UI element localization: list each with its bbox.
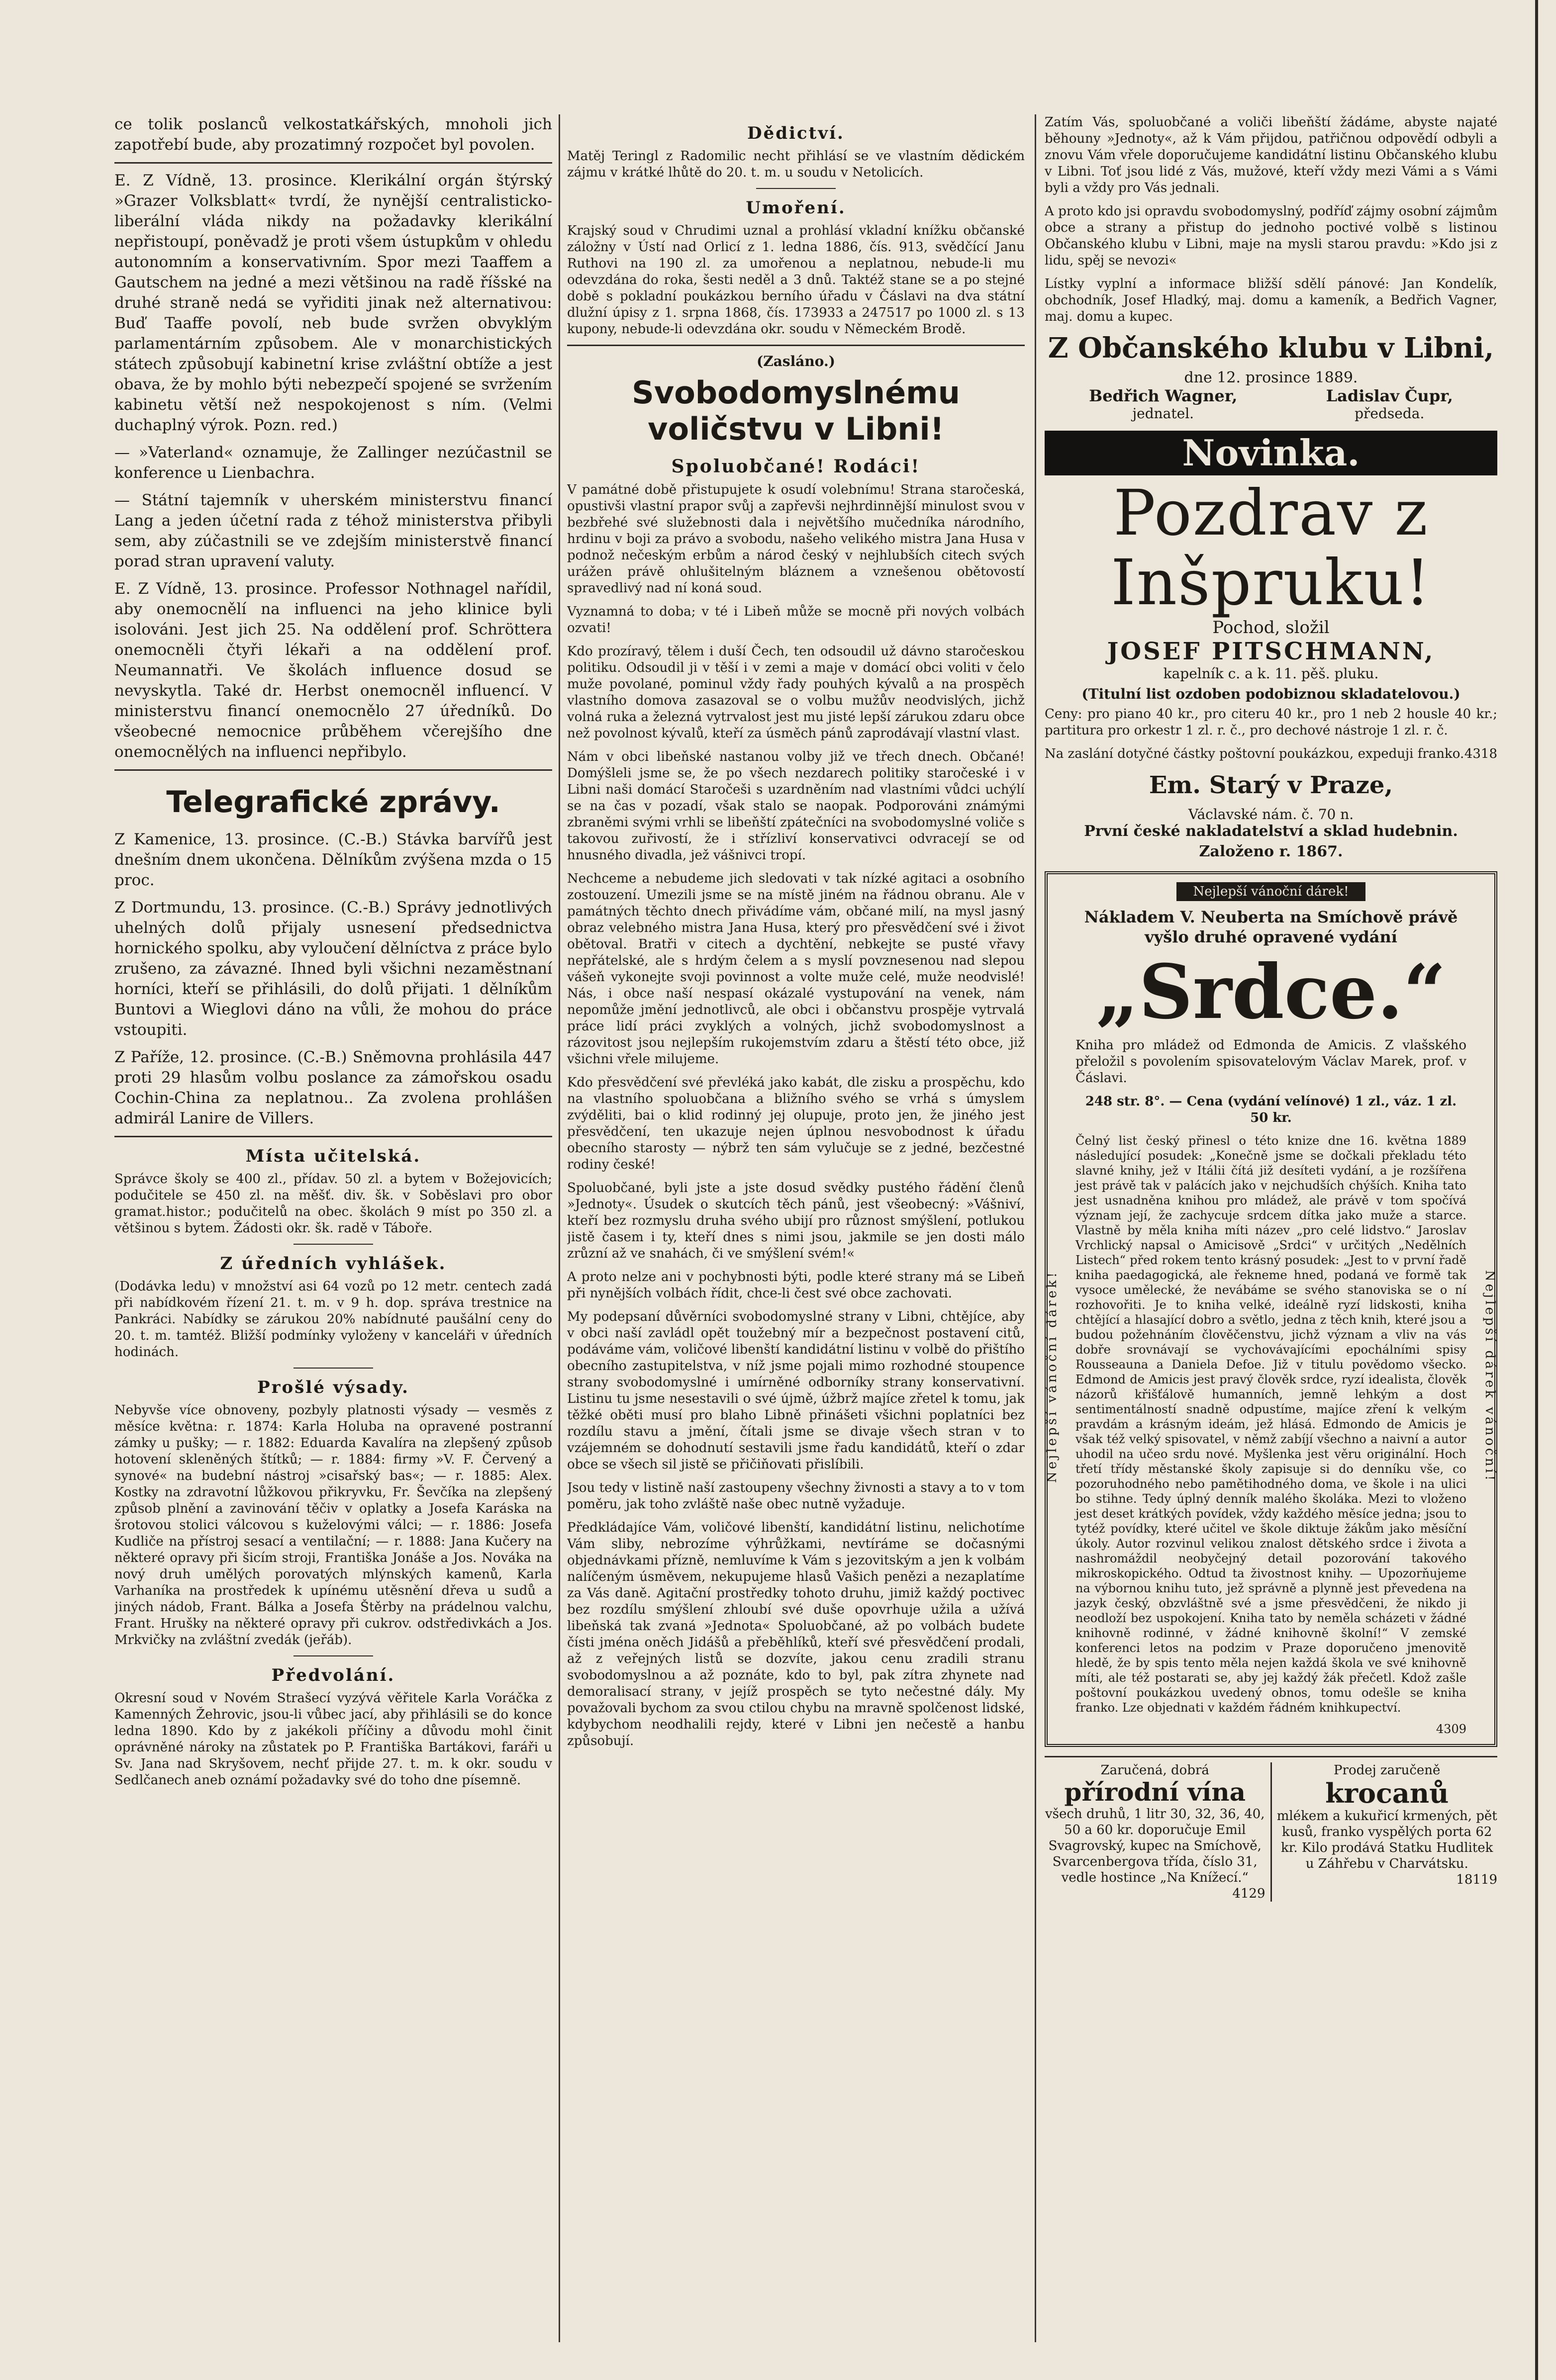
news-item: Z Paříže, 12. prosince. (C.-B.) Sněmovna prohlásila 447 proti 29 hlasům volbu poslance za zámořskou osadu Cochin-China za neplatnou.. Za zvolena prohlášen admirál Lanire de Villers.: [114, 1048, 552, 1127]
notice-text: Okresní soud v Novém Strašecí vyzývá věřitele Karla Voráčka z Kamenných Žehrovic, jsou-li vůbec jací, aby přihlásili se do konce ledna 1890. Kdo by z jakékoli příčiny a důvodu mohl činit oprávněné nároky na zůstatek po P. Františka Bartákovi, faráři u Sv. Jana nad Skryšovem, nechť přijde 27. t. m. k okr. soudu v Sedlčanech aneb oznámí požadavky své do toho dne písemně.: [114, 1691, 552, 1788]
publisher-address: Václavské nám. č. 70 n.: [1188, 806, 1354, 823]
column-rule: [1035, 114, 1036, 2342]
notice-text: (Dodávka ledu) v množství asi 64 vozů po 12 metr. centech zadá při nabídkovém řízení 21. t. m. v 9 h. dop. správa trestnice na Pankráci. Nabídky se zárukou 20% nabídnuté paušální ceny do 20. t. m. tamtéž. Bližší podmínky vyloženy v kanceláři v úředních hodinách.: [114, 1279, 552, 1360]
divider: [756, 188, 836, 189]
notice-text: Matěj Teringl z Radomilic necht přihlásí se ve vlastním dědickém zájmu v krátké lhůtě do 20. t. m. u soudu v Netolicích.: [567, 149, 1025, 180]
divider: [114, 769, 552, 771]
ad-note: (Titulní list ozdoben podobiznou skladatelovou.): [1081, 686, 1460, 702]
ad-author: JOSEF PITSCHMANN,: [1107, 638, 1435, 665]
appeal-paragraph: Spoluobčané, byli jste a jste dosud svědky pustého řádění členů »Jednoty«. Úsudek o skutcích těch pánů, jest všeobecný: »Vášniví, kteří bez rozmyslu druha svého ubijí pro různost smýšlení, potlukou jistě časem i ty, kteří dnes s nimi jsou, jakmile se jen dosti málo zrůzní až ve snahách, či ve smýšlení svém!«: [567, 1181, 1025, 1261]
appeal-paragraph: Zatím Vás, spoluobčané a voliči libeňští žádáme, abyste najaté běhouny »Jednoty«, až k Vám přijdou, patřičnou odpovědí odbyli a znovu Vám vřele doporučujeme kandidátní listinu Občanského klubu v Libni. Toť jsou lidé z Vás, mužové, kteří vždy mezi Vámi a s Vámi byli a vždy pro Vás jednali.: [1045, 115, 1497, 195]
paragraph: E. Z Vídně, 13. prosince. Professor Nothnagel nařídil, aby onemocnělí na influenci na jeho klinice byli isolováni. Jest jich 25. Na oddělení prof. Schröttera onemocněli čtyři lékaři a na oddělení prof. Neumannatři. Ve školách influence dosud se nevyskytla. Také dr. Herbst onemocněl influencí. V ministerstvu financí onemocnělo 27 úředníků. Do všeobecné nemocnice průběhem včerejšího dne onemocnělých na influenci nepřibylo.: [114, 580, 552, 761]
ad-number: 4318: [1464, 746, 1497, 761]
paragraph: — »Vaterland« oznamuje, že Zallinger nezúčastnil se konference u Lienbachra.: [114, 444, 552, 482]
bottom-ads: [1045, 1756, 1497, 1902]
divider: [114, 1136, 552, 1137]
turkey-ad-text: mlékem a kukuřicí krmených, pět kusů, franko vyspělých porta 62 kr. Kilo prodává Statku Hudlitek u Záhřebu v Charvátsku.: [1276, 1809, 1497, 1871]
paragraph: ce tolik poslanců velkostatkářských, mnoholi jich zapotřebí bude, aby prozatimný rozpočet byl povolen.: [114, 115, 552, 154]
ad-headline: Pozdrav z Inšpruku!: [1111, 476, 1431, 619]
column-2: [567, 114, 1025, 2342]
appeal-paragraph: Vyznamná to doba; v té i Libeň může se mocně při nových volbách ozvati!: [567, 604, 1025, 636]
signature-role: jednatel.: [1132, 405, 1194, 422]
appeal-paragraph: Kdo prozíravý, tělem i duší Čech, ten odsoudil už dávno staročeskou politiku. Odsoudil ji v těší i v zemi a maje v domácí obci voliti v čelo muže povolané, pominul vždy řady pouhých kývalů a na prospěch vlastního domova zasazoval se o volbu mužův neodvislých, jichž volná ruka a železná vytrvalost jest mu jisté lepší zárukou zdaru obce než povolnost kývalů, kteří za úsměch pánů zaprodávají vlastní vlast.: [567, 644, 1025, 741]
column-3: [1045, 114, 1497, 2342]
divider: [293, 1655, 373, 1656]
ad-shipping: [1045, 746, 1497, 762]
news-item: Z Kamenice, 13. prosince. (C.-B.) Stávka barvířů jest dnešním dnem ukončena. Dělníkům zvýšena mzda o 15 proc.: [114, 830, 552, 889]
appeal-paragraph: Jsou tedy v listině naší zastoupeny všechny živnosti a stavy a to v tom poměru, jak toho zvláště naše obec nutně vyžaduje.: [567, 1480, 1025, 1512]
appeal-paragraph: Kdo přesvědčení své převléká jako kabát, dle zisku a prospěchu, kdo na vlastního spoluobčana a bližního svého se vrhá s úmyslem zvýděliti, bai o klid rodinný jej olupuje, proto jen, že jiného jest přesvědčení, ten ukazuje nejen úplnou nesvobodnost k úřadu obecního starosty — nýbrž ten sám vylučuje se z jedné, bezčestné rodiny české!: [567, 1075, 1025, 1172]
signature-name: Ladislav Čupr,: [1326, 386, 1453, 405]
turkey-ad-intro: Prodej zaručeně: [1334, 1763, 1441, 1778]
book-description: Kniha pro mládež od Edmonda de Amicis. Z vlašského přeložil s povolením spisovatelovým Václav Marek, prof. v Čáslavi.: [1075, 1038, 1466, 1086]
frame-label: Nejlepší vánoční dárek!: [1176, 882, 1365, 901]
news-item: Z Dortmundu, 13. prosince. (C.-B.) Správy jednotlivých uhelných dolů přijaly usnesení předsednictva hornického spolku, aby vyloučení dělníctva z práce bylo zrušeno, za závazné. Ihned byli všichni nezaměstnaní horníci, kteří se přihlásili, do dolů přijati. 1 dělníkům Buntovi a Wieglovi dáno na vůli, že mohou do práce vstoupiti.: [114, 899, 552, 1039]
section-heading: Umoření.: [746, 198, 846, 218]
book-review: Čelný list český přinesl o této knize dne 16. května 1889 následující posudek: „Konečně jsme se dočkali překladu této slavné knihy, jež v Itálii čítá již desíteti vydání, a je rozšířena jest právě tak v palácích jako v nejchudších chýších. Kniha tato jest usnadněna knihou pro mládež, ale právě v tom spočívá význam její, že zachycuje srdcem dítka jako muže a starce. Vlastně by měla kniha míti název „pro celé lidstvo.“ Jaroslav Vrchlický napsal o Amicisově „Srdci“ v určitých „Nedělních Listech“ před rokem tento krásný posudek: „Jest to v první řadě kniha paedagogická, ale řekneme hned, podaná ve formě tak vysoce umělecké, že nevábáme se svého stanoviska se o ní rozhovořiti. Je to kniha velké, ideálně ryzí lidskosti, kniha chtějící a hlasající dobro a světlo, jedna z těch knih, které jsou a budou požehnáním člověčenstvu, jichž význam a vliv na vás dobře srovnávají se vychovávajícími epochálními spisy Rousseauna a Daniela Defoe. Již v titulu povědomo všecko. Edmond de Amicis jest pravý člověk srdce, ryzí idealista, člověk názorů křišťálově humanních, jemně lehkým a dost sentimentálností snadně odpustíme, majíce zření k velkým pravdám a krásným ideám, jež hlásá. Edmondo de Amicis je však též velký spisovatel, v němž zabíjí všechno a naivní a autor uhodil na učeo srdu nové. Myšlenka jest věru originální. Hoch třetí třídy městanské školy zapisuje si do denníku vše, co pozoruhodného nebo pamětihodného doma, ve škole i na ulici bo stihne. Tedy úplný denník malého školáka. Mezi to vloženo jest deset krátkých povídek, vždy každého měsíce jedna; jsou to tytéž povídky, které učitel ve škole diktuje žákům jako měsíční úkoly. Autor rozvinul velikou znalost dětského srdce i života a nashromáždil neobyčejný detail pozorování takového mikroskopického. Odtud ta živostnost knihy. — Upozorňujeme na výbornou knihu tuto, jež správně a plynně jest převedena na jazyk český, obzvláštně své a jsme přesvědčeni, že nikdo ji neodloží bez uspokojení. Kniha tato by neměla scházeti v žádné knihovně rodinné, v žádné knihovně školní!“ V zemské konferenci letos na podzim v Praze doporučeno jmenovitě hledě, že by spis tento měla nejen každá škola ve své knihovně míti, ale též postarati se, aby jej každý žák přečetl. Kdož zašle poštovní poukázkou uvedený obnos, tomu odešle se kniha franko. Lze objednati v každém řádném knihkupectví.: [1075, 1134, 1466, 1715]
signature-1: [1089, 386, 1237, 422]
notice-text: Správce školy se 400 zl., přídav. 50 zl. a bytem v Božejovicích; podučitele se 450 zl. na měšť. div. šk. v Soběslavi pro obor gramat.histor.; podučitelů na obec. školách 9 míst po 350 zl. a většinou s bytem. Žádosti okr. šk. radě v Táboře.: [114, 1172, 552, 1236]
section-heading: Dědictví.: [747, 123, 845, 143]
column-1: [114, 114, 552, 2342]
appeal-headline: Svobodomyslnému voličstvu v Libni!: [632, 374, 960, 447]
column-rule: [559, 114, 560, 2342]
book-title: „Srdce.“: [1096, 948, 1446, 1036]
publisher-founded: Založeno r. 1867.: [1199, 843, 1343, 860]
section-heading: Předvolání.: [271, 1665, 395, 1685]
appeal-paragraph: V památné době přistupujete k osudí volebnímu! Strana staročeská, opustivši vlastní prapor svůj a zapřevši nejhrdinnější minulost svou v bezbřehé své služebnosti dala i největšího mučedníka národního, hrdinu v boji za právo a svobodu, našeho velikého mistra Jana Husa v podnož nečeským erbům a národ český v nejhlubších citech svých urážen právě ohlušitelným bláznem a vznešenou obětovostí spravedlivý nad ní koná soud.: [567, 482, 1025, 596]
wine-ad-title: přírodní vína: [1064, 1777, 1246, 1807]
wine-ad: [1045, 1762, 1265, 1902]
appeal-paragraph: My podepsaní důvěrníci svobodomyslné strany v Libni, chtějíce, aby v obci naší zavládl opět toužebný mír a bezpečnost postavení citů, podáváme vám, voličové libenští kandidátní listinu v volbě do přištího obecního zastupitelstva, v níž jsme pojali mimo rozhodné stoupence strany svobodomyslné i umírněné odborníky strany konservativní. Listinu tu jsme nesestavili o své újmě, úžbrž majíce zřetel k tomu, jak těžké oběti musí pro blaho Libně přinášeti všichni poplatníci bez rozdílu stavu a jmění, čítali jsme se divaje všech stran v to vzájemném se dohodnutí sestavili jsme řadu kandidátů, kteří o zdar obce se všech sil jistě se přičiňovati přislíbili.: [567, 1309, 1025, 1472]
wine-ad-text: všech druhů, 1 litr 30, 32, 36, 40, 50 a 60 kr. doporučuje Emil Svagrovský, kupec na Smíchově, Svarcenbergova třída, číslo 31, vedle hostince „Na Knížecí.“: [1045, 1807, 1265, 1885]
section-heading: Prošlé výsady.: [257, 1377, 409, 1397]
book-ad-body: [1058, 907, 1484, 1736]
signature-name: Bedřich Wagner,: [1089, 386, 1238, 405]
paragraph: — Státní tajemník v uherském ministerstvu financí Lang a jeden účetní rada z téhož ministerstva přibyli sem, aby zúčastnili se ve zdejším ministerstvě financí porad stran upravení valuty.: [114, 491, 552, 570]
ad-author-title: kapelník c. a k. 11. pěš. pluku.: [1163, 665, 1379, 682]
appeal-paragraph: A proto kdo jsi opravdu svobodomyslný, podříď zájmy osobní zájmům obce a strany a přistup do jednoho poctivé volbě s listinou Občanského klubu v Libni, maje na mysli starou pravdu: »Kdo jsi z lidu, spěj se nevozi«: [1045, 204, 1497, 268]
appeal-paragraph: A proto nelze ani v pochybnosti býti, podle které strany má se Libeň při nynějších volbách řídit, chce-li čest své obce zachovati.: [567, 1270, 1025, 1301]
appeal-subheading: Spoluobčané! Rodáci!: [671, 456, 921, 477]
club-heading: Z Občanského klubu v Libni,: [1048, 332, 1494, 365]
signature-2: [1326, 386, 1453, 422]
club-date: dne 12. prosince 1889.: [1184, 369, 1358, 386]
side-text-right: Nejlepší dárek vánoční!: [1482, 1270, 1497, 1483]
book-publisher: Nákladem V. Neuberta na Smíchově právě vyšlo druhé opravené vydání: [1084, 908, 1458, 946]
appeal-paragraph: Nám v obci libeňské nastanou volby již ve třech dnech. Občané! Domýšleli jsme se, že po všech nezdarech politiky staročeské i v Libni naši domácí Staročeši s uzardněním nad vlastními vůdci uchýlí se na čas v pozadí, však stalo se naopak. Podporováni známými zbraněmi svými vrhli se libeňští zpátečníci na svobodomyslné voliče s takovou zuřivostí, že i střízliví konservativci odvracejí se od hnusného divadla, jež vášnivci tropí.: [567, 749, 1025, 863]
turkey-ad: [1277, 1762, 1498, 1902]
divider: [293, 1244, 373, 1245]
column-rule: [1270, 1762, 1272, 1902]
section-heading: Z úředních vyhlášek.: [220, 1254, 447, 1274]
signatures: [1045, 386, 1497, 422]
section-heading: Telegrafické zprávy.: [166, 785, 500, 820]
section-heading: Místa učitelská.: [245, 1146, 421, 1166]
ad-subtitle: Pochod, složil: [1212, 618, 1330, 638]
book-ad-frame: [1045, 871, 1497, 1747]
right-page-edge: [1535, 0, 1538, 2380]
wine-ad-intro: Zaručená, dobrá: [1100, 1763, 1209, 1778]
notice-text: Krajský soud v Chrudimi uznal a prohlásí vkladní knížku občanské záložny v Ústí nad Orlicí z 1. ledna 1886, čís. 913, svědčící Janu Ruthovi na 190 zl. za umořenou a neplatnou, nebude-li mu odevzdána do roka, šesti neděl a 3 dnů. Taktéž stane se a po stejné době s pokladní poukázkou berního úřadu v Čáslavi na dva státní dlužní úpisy z 1. srpna 1868, čís. 173933 a 247517 po 1000 zl. s 13 kupony, nebude-li odevzdána okr. soudu v Německém Brodě.: [567, 223, 1025, 337]
notice-text: Nebyvše více obnoveny, pozbyly platnosti výsady — vesměs z měsíce května: r. 1874: Karla Holuba na opravené postranní zámky u pušky; — r. 1882: Eduarda Kavalíra na zlepšený způsob hotovení skleněných štítků; — r. 1884: firmy »V. F. Červený a synové« na budební nástroj »cisařský bas«; — r. 1885: Alex. Kostky na zdravotní lůžkovou přikryvku, Fr. Ševčíka na zlepšený způsob plnění a zavinování těčiv v oplatky a Josefa Karáska na šrotovou stolici válcovou s kuželovými válci; — r. 1886: Josefa Kudliče na přístroj sesací a ventilační; — r. 1888: Jana Kučery na některé opravy při šicím stroji, Františka Jonáše a Jos. Nováka na nový druh umělých porovatých mlýnských kamenů, Karla Varhaníka na prostředek k upínému utěsnění dřeva u sudů a jiných nádob, Frant. Bálka a Josefa Štěrby na prádelnou valchu, Frant. Hrušky na některé opravy při cukrov. odstředivkách a Jos. Mrkvičky na zvláštní zvedák (jeřáb).: [114, 1403, 552, 1648]
zaslano-label: (Zasláno.): [757, 353, 835, 369]
ad-number: 4309: [1436, 1722, 1466, 1736]
divider: [114, 162, 552, 164]
ad-number: 18119: [1456, 1872, 1497, 1887]
appeal-paragraph: Předkládajíce Vám, voličové libenští, kandidátní listinu, nelichotíme Vám sliby, nebrozíme výhrůžkami, nevtíráme se dočasnými objednávkami přízně, nemluvíme k Vám s jezovitským a jen k volbám nalíčeným úsměvem, nekupujeme hlasů Vašich penězi a nezaplatíme za Vás daně. Agitační prostředky tohoto druhu, jimiž každý poctivec bez rozdílu smýšlení zhloubí své duše opovrhuje užila a užívá libeňská tak zvaná »Jednota« Spoluobčané, až po volbách budete čísti jména oněch Jidášů a přeběhlíků, kteří své přesvědčení prodali, až z veřejných listů se dozvíte, jakou cenu zradili stranu svobodomyslnou a až poznáte, kdo to byl, pak zítra zhynete nad demoralisací strany, v jejíž prospěch se tyto nečestné dály. My považovali bychom za svou ctilou chybu na mravně spolčenost lidské, kdybychom neodhalili rejdy, které v Libni jen nečestě a hanbu způsobují.: [567, 1520, 1025, 1748]
turkey-ad-title: krocanů: [1325, 1777, 1449, 1809]
appeal-paragraph: Lístky vyplní a informace bližší sdělí pánové: Jan Kondelík, obchodník, Josef Hladký, maj. domu a kameník, a Bedřich Vagner, maj. domu a kupec.: [1045, 276, 1497, 324]
book-price: 248 str. 8°. — Cena (vydání velínové) 1 zl., váz. 1 zl. 50 kr.: [1085, 1094, 1457, 1125]
publisher-tagline: První české nakladatelství a sklad hudebnin.: [1084, 823, 1458, 840]
newspaper-page: [114, 114, 1497, 2342]
divider: [567, 345, 1025, 346]
paragraph: E. Z Vídně, 13. prosince. Klerikální orgán štýrský »Grazer Volksblatt« tvrdí, že nynější centralisticko-liberální vláda nikdy na požadavky klerikální nepřistoupí, poněvadž je proti všem ústupkům v ohledu autonomním a konservativním. Spor mezi Taaffem a Gautschem na jedné a mezi většinou na radě říšské na druhé straně nedá se vyřiditi jinak než alternativou: Buď Taaffe povolí, neb bude svržen obvyklým parlamentárním způsobem. Ale v monarchistických státech způsobují kabinetní krise zvláštní obtíže a jest obava, že by mohlo býti nebezpečí spojené se svržením kabinetu větší než nespokojenost s ním. (Velmi duchaplný výrok. Pozn. red.): [114, 172, 552, 434]
divider: [293, 1368, 373, 1369]
side-text-left: Nejlepší vánoční dárek!: [1045, 1270, 1060, 1483]
publisher-name: Em. Starý v Praze,: [1149, 771, 1393, 799]
novinka-banner: Novinka.: [1045, 431, 1497, 475]
appeal-paragraph: Nechceme a nebudeme jich sledovati v tak nízké agitaci a osobního zostouzení. Umezili jsme se na místě jiném na řádnou obranu. Ale v památných těchto dnech přivádíme vám, občané milí, na mysl jasný obraz velebného mistra Jana Husa, který pro přesvědčení své i život obětoval. Bratři v citech a dychtění, nebkejte se pusté vřavy nepřátelské, ale s hrdým čelem a s myslí povznesenou nad slepou vášeň vykonejte svoji povinnost a volte muže celé, muže neodvislé! Nás, i obce naší nespasí okázalé vystupování na venek, nám nepomůže jmění jednotlivců, ale obci i občanstvu prospěje vytrvalá práce lidí práci zvyklých a volných, jichž svobodomyslnost a rázovitost jsou nejlepším rukojemstvím zdaru a štěstí této obce, již všichni vřele milujeme.: [567, 871, 1025, 1067]
ad-shipping-text: Na zaslání dotyčné částky poštovní poukázkou, expeduji franko.: [1045, 746, 1464, 761]
signature-role: předseda.: [1355, 405, 1425, 422]
ad-number: 4129: [1232, 1886, 1265, 1901]
ad-prices: Ceny: pro piano 40 kr., pro citeru 40 kr., pro 1 neb 2 housle 40 kr.; partitura pro orkestr 1 zl. r. č., pro dechové nástroje 1 zl. r. č.: [1045, 707, 1497, 738]
